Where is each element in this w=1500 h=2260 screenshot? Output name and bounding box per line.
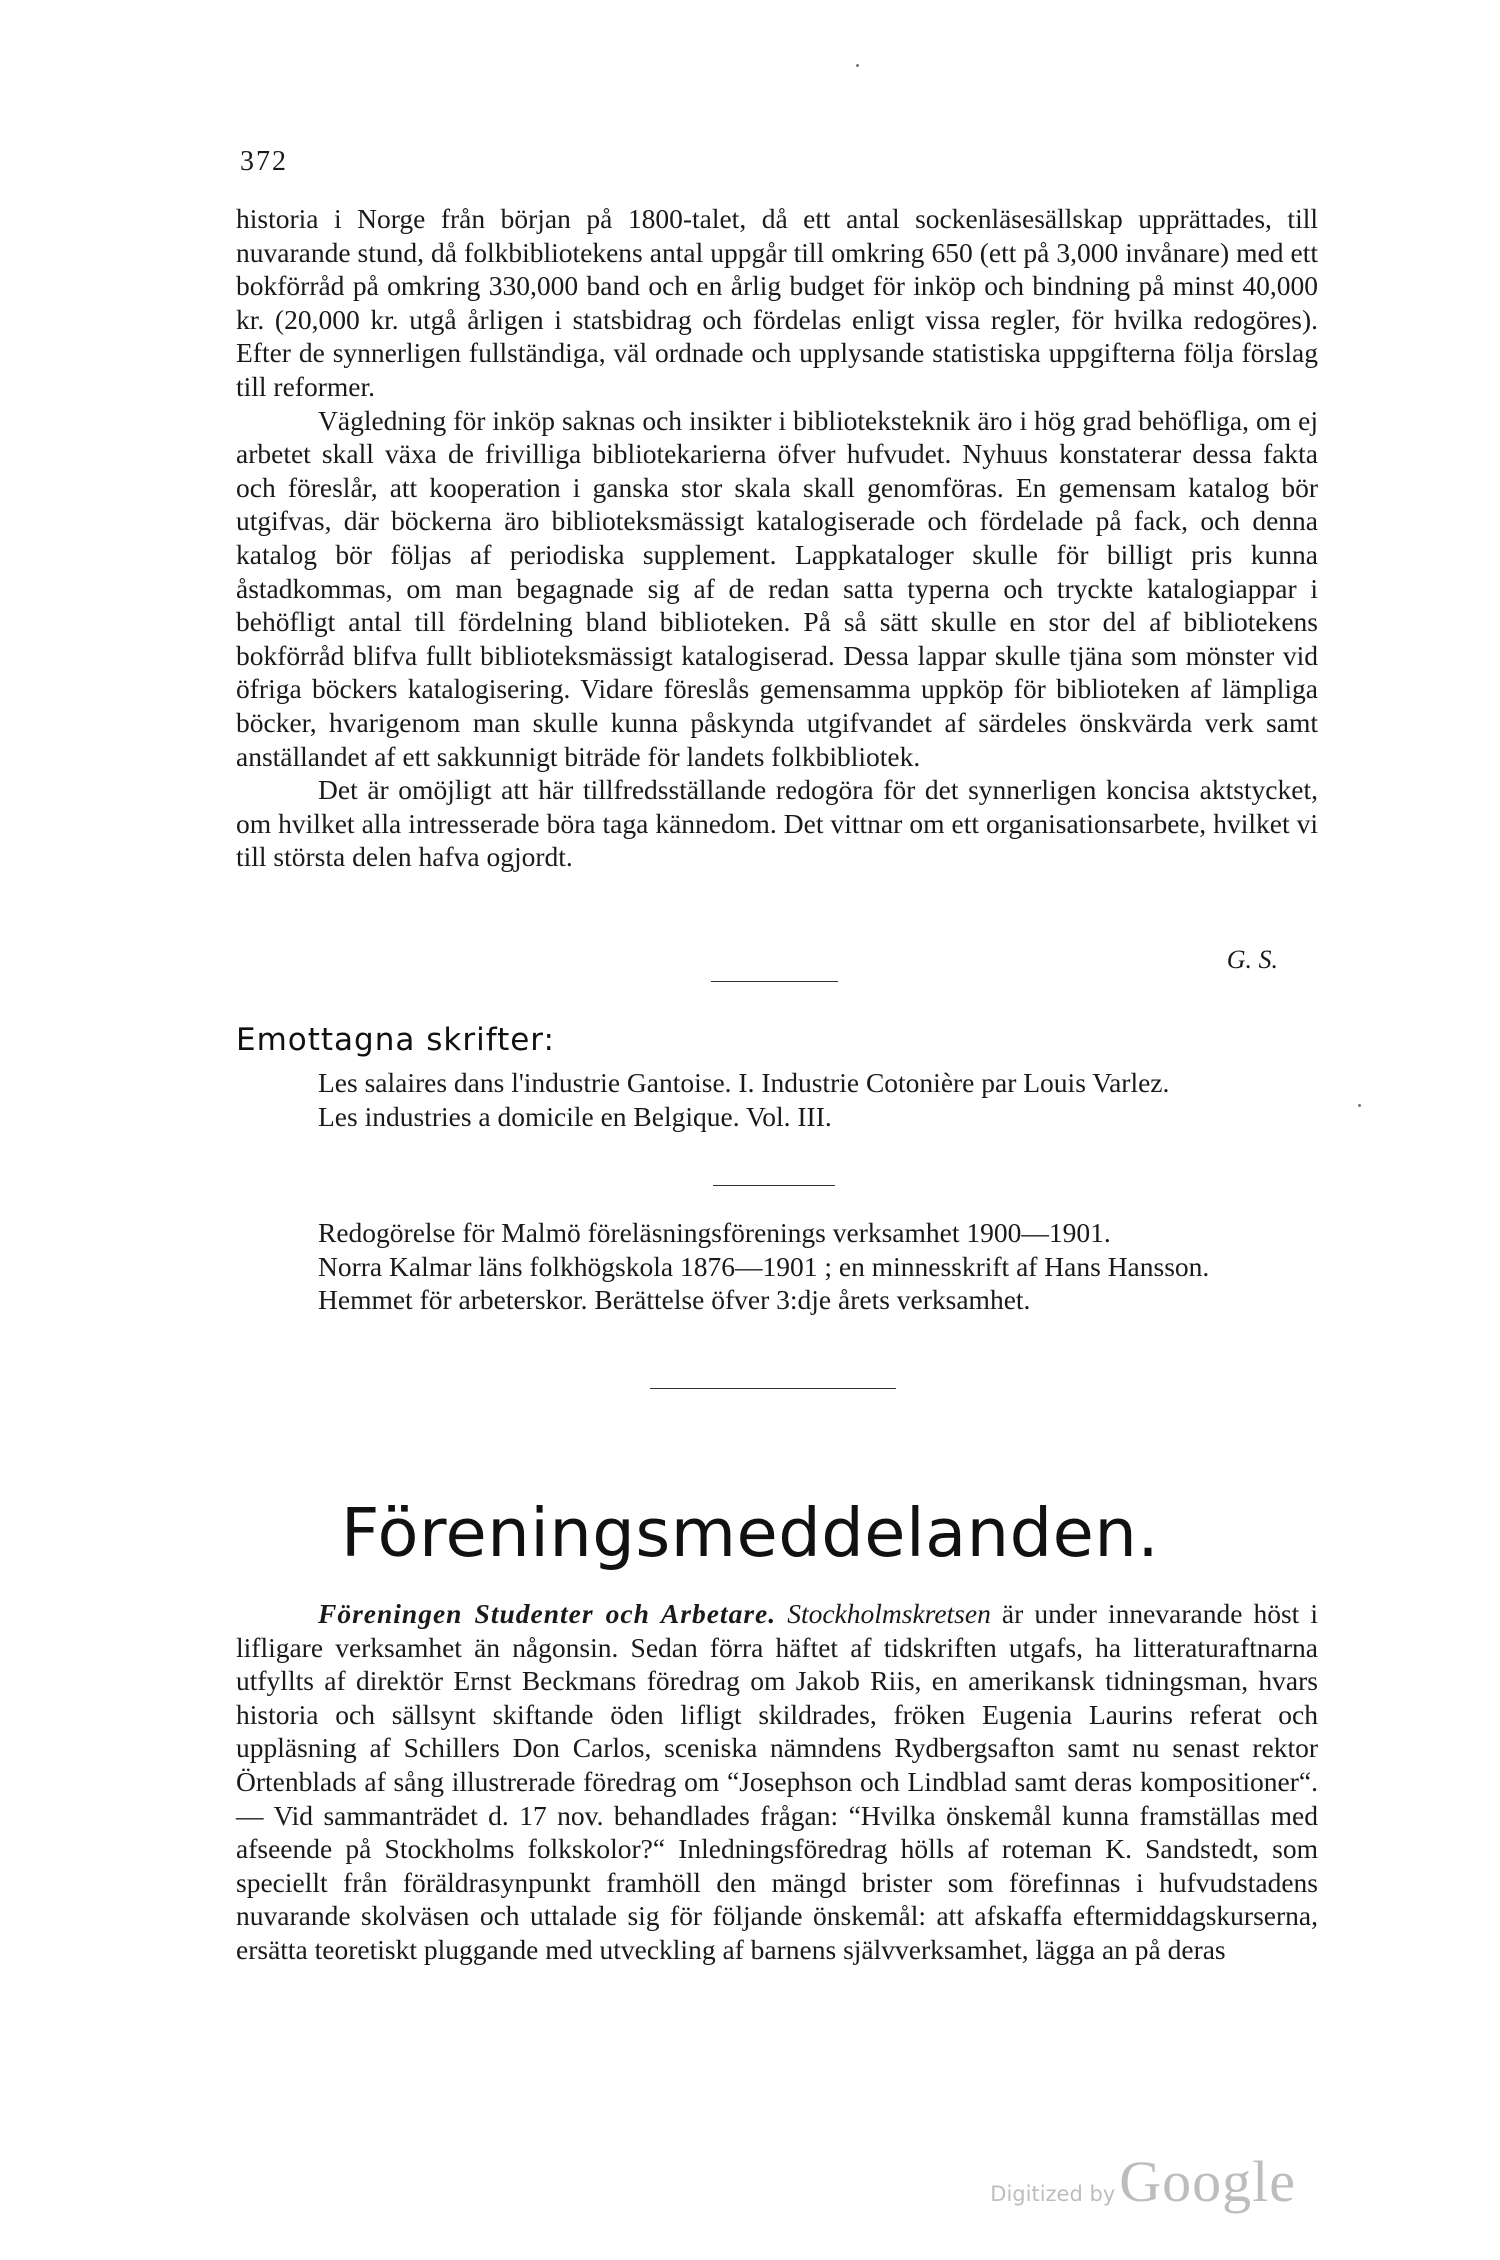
- received-item: Les salaires dans l'industrie Gantoise. I. Industrie Cotonière par Louis Varlez.: [318, 1067, 1170, 1098]
- section-divider: [650, 1388, 896, 1389]
- google-logo: Google: [1119, 2149, 1296, 2214]
- received-item: Redogörelse för Malmö föreläsningsförenings verksamhet 1900—1901.: [318, 1217, 1111, 1248]
- society-branch: Stockholmskretsen: [787, 1598, 991, 1629]
- digitized-watermark: [990, 2148, 1296, 2215]
- received-item: Les industries a domicile en Belgique. Vol. III.: [318, 1100, 832, 1132]
- page-number: 372: [240, 146, 288, 177]
- society-paragraph: [236, 1597, 1318, 1967]
- received-list-swedish: [236, 1216, 1318, 1317]
- society-report: [236, 1597, 1318, 1967]
- watermark-prefix: Digitized by: [990, 2182, 1116, 2206]
- author-signature: G. S.: [1226, 945, 1278, 974]
- article-paragraph: Vägledning för inköp saknas och insikter i biblioteksteknik äro i hög grad behöfliga, om ej arbetet skall växa de frivilliga bibliotekarierna öfver hufvudet. Nyhuus konstaterar dessa fakta och föreslår, att kooperation i ganska stor skala skall genomföras. En gemensam katalog bör utgifvas, där böckerna äro biblioteksmässigt katalogiserade och fördelade på fack, och denna katalog bör följas af periodiska supplement. Lappkataloger skulle för billigt pris kunna åstadkommas, om man begagnade sig af de redan satta typerna och tryckte katalogiappar i behöfligt antal till fördelning bland biblioteken. På så sätt skulle en stor del af bibliotekens bokförråd blifva fullt biblioteksmässigt katalogiserad. Dessa lappar skulle tjäna som mönster vid öfriga böckers katalogisering. Vidare föreslås gemensamma uppköp för biblioteken af lämpliga böcker, hvarigenom man skulle kunna påskynda utgifvandet af särdeles önskvärda verk samt anställandet af ett sakkunnigt biträde för landets folkbibliotek.: [236, 404, 1318, 772]
- society-name: Föreningen Studenter och Arbetare.: [318, 1598, 777, 1629]
- article-paragraph: Det är omöjligt att här tillfredsställande redogöra för det synnerligen koncisa aktstycket, om hvilket alla intresserade böra taga kännedom. Det vittnar om ett organisationsarbete, hvilket vi till största delen hafva ogjordt.: [236, 774, 1318, 873]
- received-item: Hemmet för arbeterskor. Berättelse öfver 3:dje årets verksamhet.: [318, 1284, 1031, 1316]
- received-item: Norra Kalmar läns folkhögskola 1876—1901 ; en minnesskrift af Hans Hansson.: [318, 1250, 1210, 1282]
- print-speck: [856, 64, 859, 67]
- print-speck: [1358, 1104, 1361, 1107]
- society-text: är under innevarande höst i lifligare verksamhet än någonsin. Sedan förra häftet af tidskriften utgafs, ha litteraturaftnarna utfyllts af direktör Ernst Beckmans föredrag om Jakob Riis, en amerikansk tidningsman, hvars historia och sällsynt skiftande öden lifligt skildrades, fröken Eugenia Laurins referat och uppläsning af Schillers Don Carlos, sceniska nämndens Rydbergsafton samt nu senast rektor Örtenblads af sång illustrerade föredrag om “Josephson och Lindblad samt deras kompositioner“. — Vid sammanträdet d. 17 nov. behandlades frågan: “Hvilka önskemål kunna framställas med afseende på Stockholms folkskolor?“ Inledningsföredrag hölls af roteman K. Sandstedt, som speciellt från föräldrasynpunkt framhöll den mängd brister som förefinnas i hufvudstadens nuvarande skolväsen och uttalade sig för följande önskemål: att afskaffa eftermiddagskurserna, ersätta teoretiskt pluggande med utveckling af barnens självverksamhet, lägga an på deras: [236, 1598, 1319, 1965]
- received-heading: Emottagna skrifter:: [236, 1022, 555, 1058]
- received-list-foreign: [236, 1066, 1318, 1133]
- section-divider: [711, 981, 838, 982]
- article-paragraph: historia i Norge från början på 1800-talet, då ett antal sockenläsesällskap upprättades, till nuvarande stund, då folkbibliotekens antal uppgår till omkring 650 (ett på 3,000 invånare) med ett bokförråd på omkring 330,000 band och en årlig budget för inköp och bindning på minst 40,000 kr. (20,000 kr. utgå årligen i statsbidrag och fördelas enligt vissa regler, för hvilka redogöres). Efter de synnerligen fullständiga, väl ordnade och upplysande statistiska uppgifterna följa förslag till reformer.: [236, 203, 1318, 402]
- page-title: Föreningsmeddelanden.: [340, 1494, 1160, 1572]
- section-divider: [713, 1185, 835, 1186]
- article-body: [236, 202, 1318, 874]
